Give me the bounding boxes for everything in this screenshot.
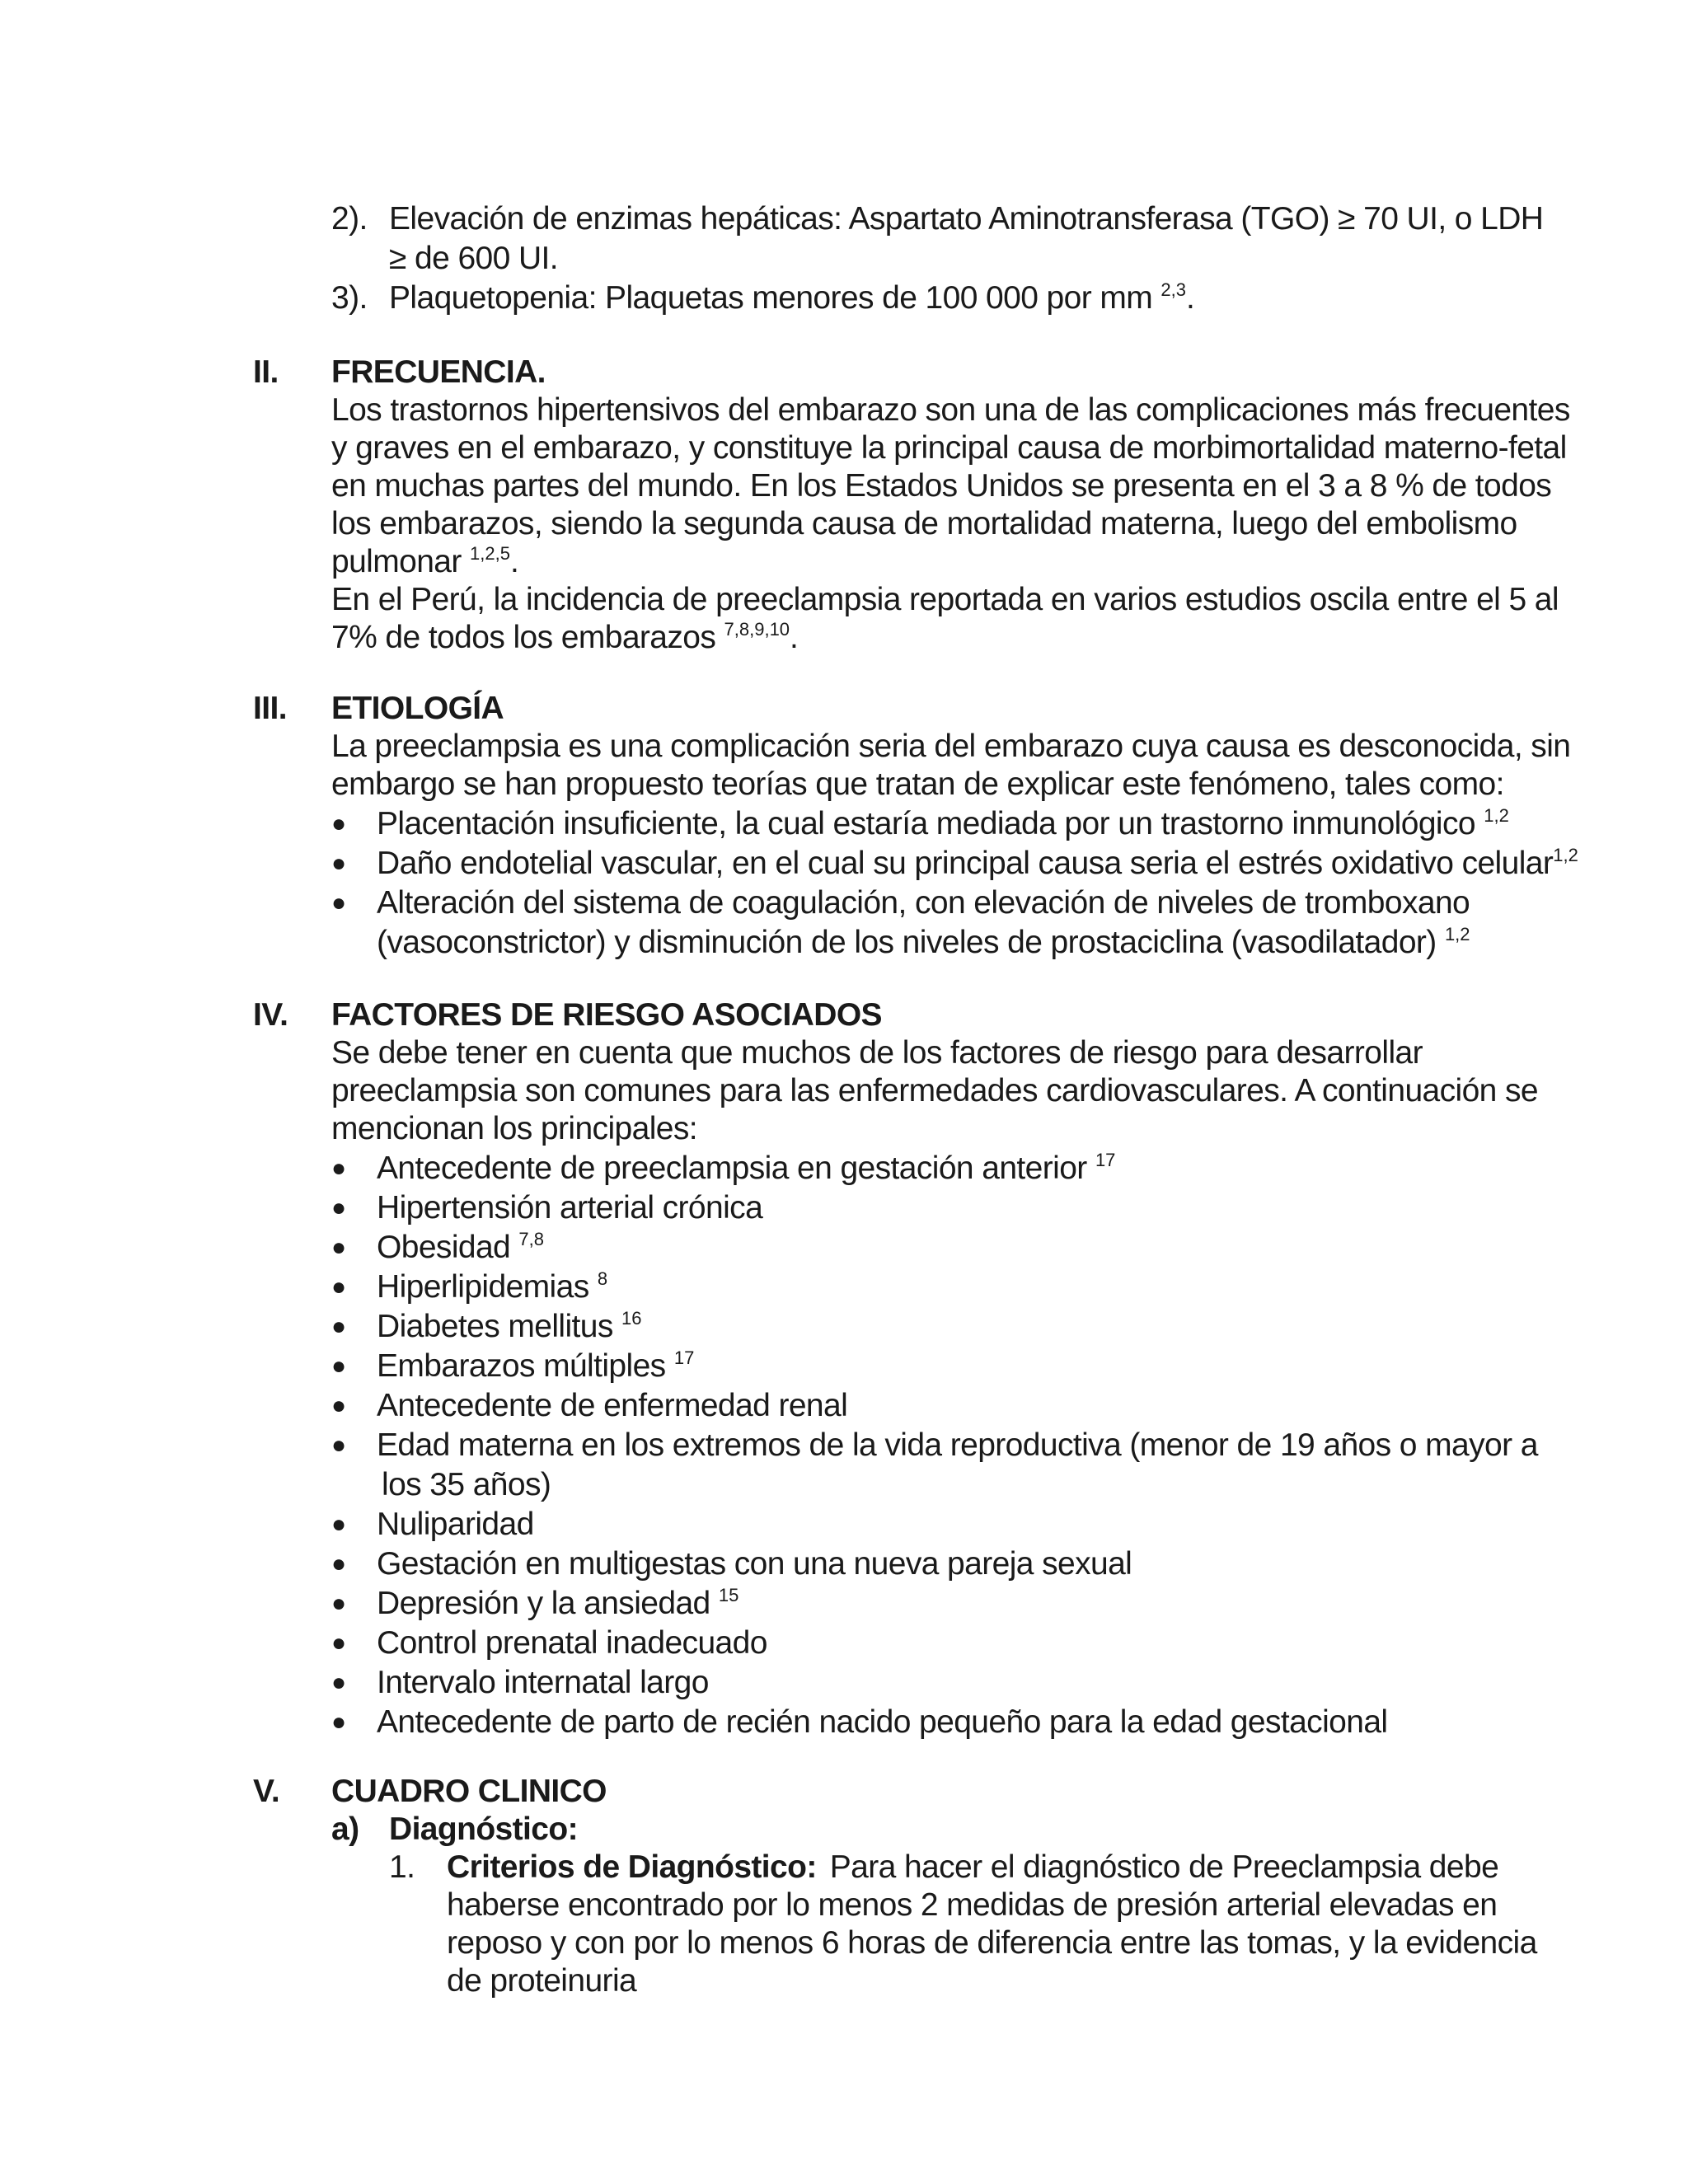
bullet-icon: ● (331, 1629, 346, 1657)
section-title: FACTORES DE RIESGO ASOCIADOS (331, 997, 882, 1033)
paragraph-line: embargo se han propuesto teorías que tratan de explicar este fenómeno, tales como: (331, 766, 1504, 802)
bullet-icon: ● (331, 1313, 346, 1340)
list-item-number: 3). (331, 280, 368, 316)
list-item: Placentación insuficiente, la cual estaría mediada por un trastorno inmunológico $^{1,2}$ (377, 805, 1509, 841)
list-item: los 35 años) (382, 1467, 551, 1502)
subsection-title: Diagnóstico: (389, 1811, 578, 1847)
criteria-label: Criterios de Diagnóstico: (447, 1849, 817, 1885)
list-item: Hiperlipidemias $^8$ (377, 1268, 608, 1305)
section-number: IV. (253, 997, 288, 1033)
bullet-icon: ● (331, 889, 346, 916)
list-item: (vasoconstrictor) y disminución de los niveles de prostaciclina (vasodilatador) $^{1,2}$ (377, 924, 1470, 960)
paragraph-line: Los trastornos hipertensivos del embarazo son una de las complicaciones más frecuentes (331, 392, 1570, 428)
section-title: ETIOLOGÍA (331, 691, 504, 726)
citation: 1,2,5 (470, 543, 510, 564)
list-item-text: Elevación de enzimas hepáticas: Aspartato Aminotransferasa (TGO) ≥ 70 UI, o LDH (389, 201, 1544, 237)
list-item: Antecedente de preeclampsia en gestación anterior $^{17}$ (377, 1150, 1116, 1186)
bullet-icon: ● (331, 1352, 346, 1380)
criteria-line: haberse encontrado por lo menos 2 medidas de presión arterial elevadas en (447, 1887, 1498, 1923)
paragraph-line: mencionan los principales: (331, 1111, 697, 1146)
bullet-icon: ● (331, 1155, 346, 1182)
list-item-number: 1. (389, 1849, 415, 1885)
bullet-icon: ● (331, 1669, 346, 1696)
list-item-text: Plaquetopenia: Plaquetas menores de 100 000 por mm $^{2,3}$. (389, 279, 1195, 316)
paragraph-line: preeclampsia son comunes para las enfermedades cardiovasculares. A continuación se (331, 1073, 1538, 1108)
paragraph-line: en muchas partes del mundo. En los Estados Unidos se presenta en el 3 a 8 % de todos (331, 468, 1552, 504)
paragraph-line: 7% de todos los embarazos $^{7,8,9,10}$. (331, 619, 799, 655)
paragraph-line: y graves en el embarazo, y constituye la principal causa de morbimortalidad materno-fetal (331, 430, 1567, 466)
citation: 7,8 (518, 1229, 544, 1249)
bullet-icon: ● (331, 1432, 346, 1459)
section-title: CUADRO CLINICO (331, 1774, 607, 1809)
citation: 15 (718, 1585, 739, 1605)
citation: 2,3 (1160, 279, 1186, 300)
paragraph-line: pulmonar $^{1,2,5}$. (331, 543, 519, 579)
list-item-number: 2). (331, 201, 368, 237)
list-item-text: ≥ de 600 UI. (389, 241, 558, 276)
citation: 17 (1095, 1150, 1116, 1170)
citation: 1,2 (1553, 845, 1578, 865)
citation: 17 (673, 1347, 695, 1368)
list-item: Intervalo internatal largo (377, 1665, 709, 1700)
criteria-line: Criterios de Diagnóstico: Para hacer el diagnóstico de Preeclampsia debe (447, 1848, 1411, 1888)
list-item: Daño endotelial vascular, en el cual su principal causa seria el estrés oxidativo celular$^{1,2}$ (377, 845, 1578, 881)
citation: 1,2 (1444, 924, 1470, 944)
section-title: FRECUENCIA. (331, 354, 546, 390)
bullet-icon: ● (331, 1392, 346, 1419)
list-item: Gestación en multigestas con una nueva pareja sexual (377, 1546, 1132, 1582)
criteria-line: reposo y con por lo menos 6 horas de diferencia entre las tomas, y la evidencia (447, 1925, 1537, 1961)
bullet-icon: ● (331, 850, 346, 877)
list-item: Obesidad $^{7,8}$ (377, 1229, 544, 1265)
bullet-icon: ● (331, 1234, 346, 1261)
bullet-icon: ● (331, 1550, 346, 1577)
citation: 16 (621, 1308, 642, 1329)
criteria-line: de proteinuria (447, 1963, 637, 1999)
list-item: Diabetes mellitus $^{16}$ (377, 1308, 642, 1344)
paragraph-line: La preeclampsia es una complicación seria del embarazo cuya causa es desconocida, sin (331, 729, 1571, 764)
bullet-icon: ● (331, 810, 346, 837)
citation: 7,8,9,10 (724, 619, 790, 640)
paragraph-line: los embarazos, siendo la segunda causa de mortalidad materna, luego del embolismo (331, 506, 1517, 541)
section-number: II. (253, 354, 279, 390)
list-item: Control prenatal inadecuado (377, 1625, 767, 1661)
list-item: Nuliparidad (377, 1507, 534, 1542)
section-number: V. (253, 1774, 280, 1809)
citation: 1,2 (1484, 805, 1509, 826)
paragraph-line: En el Perú, la incidencia de preeclampsia reportada en varios estudios oscila entre el 5 al (331, 582, 1559, 617)
bullet-icon: ● (331, 1511, 346, 1538)
list-item: Antecedente de parto de recién nacido pequeño para la edad gestacional (377, 1704, 1388, 1740)
list-item: Embarazos múltiples $^{17}$ (377, 1347, 695, 1384)
list-item: Depresión y la ansiedad $^{15}$ (377, 1585, 739, 1621)
list-item: Alteración del sistema de coagulación, con elevación de niveles de tromboxano (377, 885, 1470, 921)
bullet-icon: ● (331, 1590, 346, 1617)
subsection-letter: a) (331, 1811, 359, 1847)
list-item: Antecedente de enfermedad renal (377, 1388, 848, 1423)
bullet-icon: ● (331, 1273, 346, 1301)
paragraph-line: Se debe tener en cuenta que muchos de los factores de riesgo para desarrollar (331, 1035, 1423, 1071)
list-item: Edad materna en los extremos de la vida reproductiva (menor de 19 años o mayor a (377, 1427, 1538, 1463)
list-item: Hipertensión arterial crónica (377, 1190, 763, 1226)
section-number: III. (253, 691, 287, 726)
citation: 8 (597, 1268, 608, 1289)
bullet-icon: ● (331, 1194, 346, 1221)
bullet-icon: ● (331, 1708, 346, 1736)
